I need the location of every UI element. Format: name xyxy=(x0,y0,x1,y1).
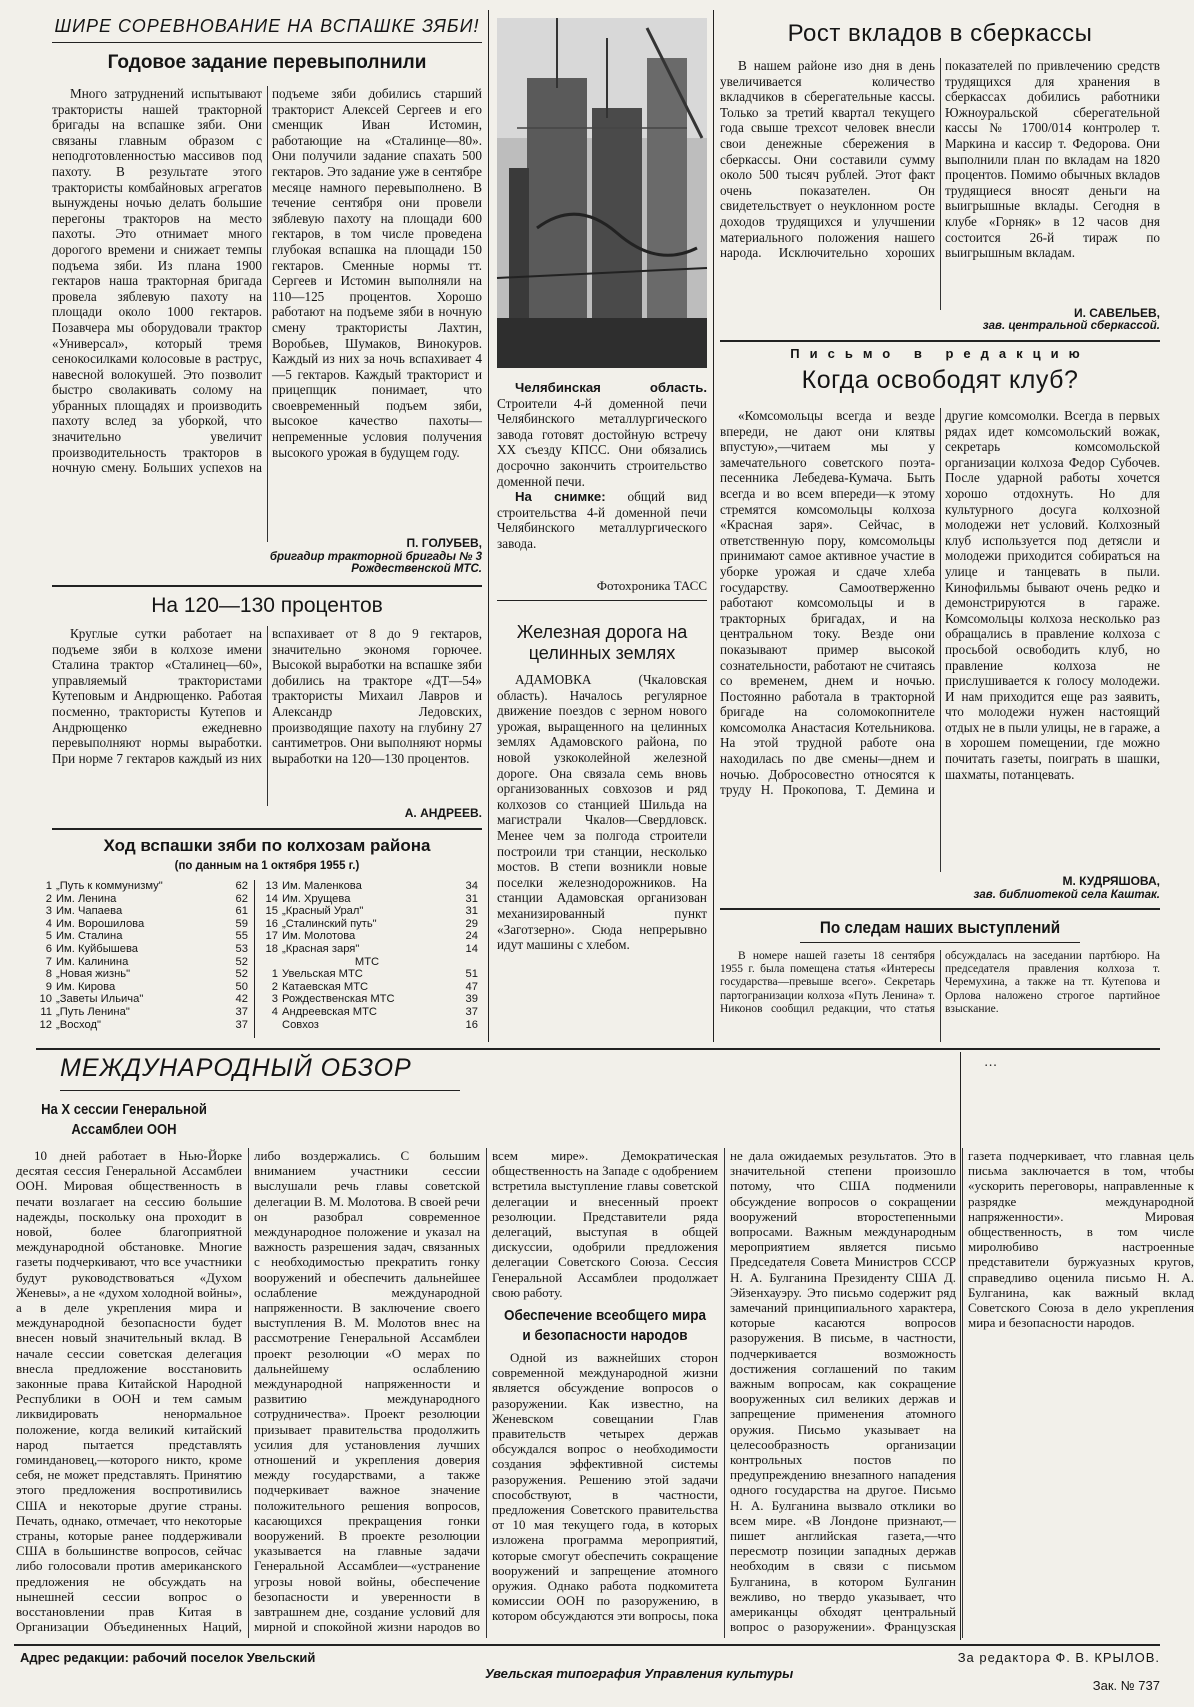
footer-order: Зак. № 737 xyxy=(1092,1678,1160,1693)
table-row-number: 6 xyxy=(45,942,52,955)
table-row-name: „Восход" xyxy=(56,1018,101,1031)
table-row-number: 3 xyxy=(271,993,278,1006)
article-1-text: Много затруднений испытывают трактористы нашей тракторной бригады на вспашке зяби. Они связаны главным образом с неподготовленностью массивов под пахоту. В результате этого трактористы комбайновых агрегатов вынуждены ночью делать большие перегоны тракторов на место пахоты. Это отнимает много дорогого времени и снижает темпы подъема зяби. Из плана 1900 гектаров наша тракторная бригада провела зяблевую пахоту на площади около 1000 гектаров. Позавчера мы оборудовали трактор «Универсал», который тремя сенокосилками колосовые в раструс, навесной волокушей. Это позволит быстро сволакивать солому на убранных площадях и производить пахоту вслед за уборкой, что значительно увеличит производительность тракторов в ночную смену. Больших успехов на подъеме зяби добились старший тракторист Алексей Сергеев и его сменщик Иван Истомин, работающие на «Сталинце—80». Они получили задание спахать 500 гектаров. Это задание уже в сентябре месяце намного перевыполнено. В течение сентября они провели зяблевую пахоту на площади 600 гектаров, в том числе проведена глубокая вспашка на площади 150 гектаров. Сменные нормы тт. Сергеев и Истомин выполняли на 110—125 процентов. Хорошо работают на подъеме зяби в ночную смену трактористы Лахтин, Воробьев, Шумаков, Винокуров. Каждый из них за ночь вспахивает 4—5 гектаров. Каждый тракторист и прицепщик понимает, что своевременный подъем зяби, высокое качество пахоты—непременные условия получения высокого урожая в будущем году. xyxy=(52,86,482,476)
table-row-value: 39 xyxy=(465,993,478,1006)
table-row xyxy=(262,1019,480,1032)
article-4-title: Рост вкладов в сберкассы xyxy=(787,20,1093,47)
table-row-value: 37 xyxy=(235,1005,248,1018)
table-row-value: 61 xyxy=(235,905,248,918)
plowing-table-left xyxy=(36,880,250,1031)
table-row-value: 50 xyxy=(235,980,248,993)
article-1-signature-role: бригадир тракторной бригады № 3 Рождественской МТС. xyxy=(269,551,482,575)
article-1-body xyxy=(52,86,482,542)
table-row xyxy=(262,956,480,969)
blast-furnace-photo xyxy=(497,18,707,368)
table-row-number: 1 xyxy=(45,880,52,892)
letter-signature: М. КУДРЯШОВА, xyxy=(1062,874,1160,888)
table-row-name: Им. Чапаева xyxy=(56,905,123,918)
table-row-name: „Новая жизнь" xyxy=(56,968,131,981)
table-row xyxy=(262,893,480,906)
letter-title: Когда освободят клуб? xyxy=(801,366,1079,394)
article-4-text: В нашем районе изо дня в день увеличивается количество вкладчиков в сберегательные кассы. Только за третий квартал текущего года свыше трехсот человек внесли свои денежные сбережения в сберкассы. Они составили сумму около 500 тысяч рублей. Этот факт очень показателен. Он свидетельствует о неуклонном росте доходов трудящихся и улучшении материального положения нашего народа. Исключительно хороших показателей по привлечению средств трудящихся для хранения в сберкассах добились работники Южноуральской сберегательной кассы № 1700/014 контролер т. Маркина и кассир т. Федорова. Они выполнили план по вкладам на 1820 процентов. Помимо обычных вкладов трудящиеся вносят деньги на выигрышные вклады. Сегодня в клубе «Горняк» в 12 часов дня состоится 26-й тираж по выигрышным вкладам. xyxy=(720,58,1160,261)
article-1-title: Годовое задание перевыполнили xyxy=(107,52,427,73)
letter-body xyxy=(720,408,1160,872)
article-4-signature-role: зав. центральной сберкассой. xyxy=(982,320,1160,332)
table-row-value: 24 xyxy=(465,930,478,943)
table-row-name: Им. Куйбышева xyxy=(56,942,138,955)
table-row-name: „Красная заря" xyxy=(282,942,360,955)
table-row-number: 17 xyxy=(265,930,278,943)
table-row-value xyxy=(454,956,480,969)
table-row-name: Им. Ленина xyxy=(56,892,117,905)
table-row-name: Катаевская МТС xyxy=(282,980,369,993)
table-row xyxy=(262,930,480,943)
photo-caption-label: На снимке: xyxy=(515,489,606,505)
table-row-value: 16 xyxy=(465,1018,478,1031)
table-row-value: 34 xyxy=(465,880,478,892)
article-3-title: Железная дорога на целинных землях xyxy=(516,622,688,663)
table-row-number: 4 xyxy=(45,917,52,930)
table-row xyxy=(36,905,250,918)
review-subtitle-1: На X сессии Генеральной Ассамблеи ООН xyxy=(41,1102,207,1138)
table-row-number: 13 xyxy=(265,880,278,892)
table-row-value: 55 xyxy=(235,930,248,943)
table-row xyxy=(36,930,250,943)
table-row-name: Им. Ворошилова xyxy=(56,917,145,930)
footer-printer: Увельская типография Управления культуры xyxy=(485,1666,794,1681)
review-header: МЕЖДУНАРОДНЫЙ ОБЗОР xyxy=(60,1054,412,1082)
table-row-number xyxy=(262,1019,280,1032)
plowing-table xyxy=(36,880,482,1040)
table-row-name: Им. Кирова xyxy=(56,980,116,993)
photo-caption-text: Строители 4-й доменной печи Челябинского металлургического завода готовят достойную встречу XX съезду КПСС. Они обязались досрочно закончить строительство доменной печи. xyxy=(497,395,707,489)
table-row-name: „Путь к коммунизму" xyxy=(56,880,163,892)
table-row-number: 4 xyxy=(271,1005,278,1018)
photo-caption-lead: Челябинская область. xyxy=(515,380,707,395)
review-subtitle-2: Обеспечение всеобщего мира и безопасности народов xyxy=(503,1307,706,1345)
table-row-number: 16 xyxy=(265,917,278,930)
table-row xyxy=(262,968,480,981)
footer-address: Адрес редакции: рабочий поселок Увельский xyxy=(20,1650,316,1665)
photo-frame xyxy=(497,18,707,368)
table-row xyxy=(36,893,250,906)
table-row-number: 18 xyxy=(265,942,278,955)
table-row-number: 10 xyxy=(39,993,52,1006)
table-row-number: 3 xyxy=(45,905,52,918)
table-row-name: „Сталинский путь" xyxy=(282,917,377,930)
table-row-value: 42 xyxy=(235,993,248,1006)
table-row xyxy=(262,993,480,1006)
table-row-name: Им. Сталина xyxy=(56,930,123,943)
table-row-number: 14 xyxy=(265,892,278,905)
table-row-name: „Путь Ленина" xyxy=(56,1005,130,1018)
table-row-value: 37 xyxy=(465,1005,478,1018)
table-row-number: 2 xyxy=(45,892,52,905)
table-row xyxy=(36,1019,250,1032)
review-body-2 xyxy=(966,1054,1160,1638)
table-row xyxy=(262,918,480,931)
table-row xyxy=(36,1006,250,1019)
review-text-2-end: … xyxy=(984,1054,998,1069)
table-row-number: 7 xyxy=(45,955,52,968)
table-row xyxy=(36,918,250,931)
table-row-number xyxy=(262,956,280,969)
letter-text: «Комсомольцы всегда и везде впереди, не дают они клятвы впустую»,—читаем мы у замечательного советского поэта-песенника Лебедева-Кумача. Быть всегда и во всем впереди—к этому стремятся комсомольцы колхоза «Красная заря». Сейчас, в ответственную пору, комсомольцы принимают самое активное участие в уборке урожая и сдаче хлеба государству. Самоотверженно работают комсомольцы и в тракторных бригадах, и на центральном току. Везде они показывают пример высокой сознательности, работают не считаясь со временем, днем и ночью. Постоянно работала в тракторной бригаде на соломокопнителе комсомолка Анастасия Котельникова. На этой трудной работе она находилась по две смены—днем и ночью. Добросовестно относятся к труду Н. Прокопова, Т. Демина и другие комсомолки. Всегда в первых рядах идет комсомольский вожак, секретарь комсомольской организации колхоза Федор Субочев. После ударной работы хочется хорошо отдохнуть. Но для культурного досуга колхозной молодежи нет условий. Колхозный клуб используется под детясли и молодежи приходится собираться на улице и танцевать в пыли. Кинофильмы бывают очень редко и демонстрируются в гараже. Комсомольцы колхоза несколько раз обращались в правление колхоза с просьбой освободить клуб, но правление колхоза не прислушивается к голосу молодежи. И нам приходится еще раз заявить, что молодежи нужен настоящий отдых не в пыли улицы, не в гараже, а в хорошем помещении, где можно почитать газеты, поиграть в шашки, шахматы, потанцевать. xyxy=(720,408,1160,798)
table-row-name: Им. Маленкова xyxy=(282,880,362,892)
table-row-name: Рождественская МТС xyxy=(282,993,395,1006)
table-row-number: 15 xyxy=(265,905,278,918)
table-row-name: Андреевская МТС xyxy=(282,1005,378,1018)
table-row-value: 62 xyxy=(235,892,248,905)
article-2-title: На 120—130 процентов xyxy=(151,594,383,617)
table-row xyxy=(36,943,250,956)
followup-title: По следам наших выступлений xyxy=(819,918,1061,937)
photo-caption xyxy=(497,380,707,560)
table-row-name: Совхоз xyxy=(282,1018,319,1031)
table-row-number: 9 xyxy=(45,980,52,993)
review-text-2: Одной из важнейших сторон современной международной жизни является обсуждение вопросов о разоружении. Как известно, на Женевском совещании Глав правительств четырех держав обсуждался вопрос о необходимости создания эффективной системы разоружения. Решению этой задачи способствуют, в частности, предложения Советского правительства от 10 мая текущего года, в которых изложена программа мероприятий, которые смогут обеспечить сокращение вооружений и запрещение атомного оружия. Однако работа подкомитета комиссии ООН по разоружению, в котором обсуждаются эти вопросы, пока не дала ожидаемых результатов. Это в значительной степени произошло потому, что США подменили обсуждение вопросов о сокращении вооружений второстепенными вопросами. Важным международным мероприятием является письмо Председателя Совета Министров СССР Н. А. Булганина Президенту США Д. Эйзенхауэру. Это письмо содержит ряд замечаний принципиального характера, которые касаются вопросов разоружения. В письме, в частности, подчеркивается возможность достижения соглашений по таким важным вопросам, как сокращение вооруженных сил великих держав и запрещение применения атомного оружия. Письмо указывает на целесообразность организации контрольных постов по предупреждению внезапного нападения одного государства на другое. Письмо Н. А. Булганина вызвало отклики во всем мире. «В Лондоне признают,—пишет английская газета,—что пересмотр позиции западных держав необходим в связи с письмом Булганина, в котором Булганин вежливо, но твердо указывает, что американцы обходят центральный вопрос о разоружении». Французская газета подчеркивает, что главная цель письма заключается в том, чтобы «ускорить переговоры, направленные к разрядке международной напряженности». Мировая общественность, в том числе миролюбиво настроенные представители буржуазных кругов, справедливо оценила письмо Н. А. Булганина, как важный вклад Советского Союза в дело укрепления мира и безопасности народов. xyxy=(492,1148,1194,1635)
table-row xyxy=(262,905,480,918)
table-row-value: 52 xyxy=(235,968,248,981)
plowing-table-title: Ход вспашки зяби по колхозам района xyxy=(103,836,431,855)
article-2-text: Круглые сутки работает на подъеме зяби в колхозе имени Сталина трактор «Сталинец—60», управляемый трактористами Кутеповым и Андрющенко. Работая посменно, трактористы Кутепов и Андрющенко ежедневно перевыполняют нормы выработки. При норме 7 гектаров каждый из них вспахивает от 8 до 9 гектаров, значительно экономя горючее. Высокой выработки на вспашке зяби добились на тракторе «ДТ—54» трактористы Михаил Лавров и Александр Ледовских, производящие пахоту на глубину 27 сантиметров. Они выполняют нормы выработки на 120—130 процентов. xyxy=(52,626,482,766)
table-row-number: 11 xyxy=(40,1005,52,1018)
table-row-value: 52 xyxy=(235,955,248,968)
photo-caption-text-2: общий вид строительства 4-й доменной печи Челябинского металлургического завода. xyxy=(497,489,707,551)
table-row-value: 37 xyxy=(235,1018,248,1031)
table-row-value: 31 xyxy=(465,892,478,905)
table-row-name: МТС xyxy=(354,955,380,968)
table-row-number: 8 xyxy=(45,968,52,981)
table-row xyxy=(36,956,250,969)
plowing-table-right xyxy=(262,880,480,1031)
table-row-value: 29 xyxy=(465,917,478,930)
table-row-name: Увельская МТС xyxy=(282,968,363,981)
slogan-header: ШИРЕ СОРЕВНОВАНИЕ НА ВСПАШКЕ ЗЯБИ! xyxy=(54,16,480,36)
photo-credit: Фотохроника ТАСС xyxy=(596,578,707,593)
table-row-name: Им. Калинина xyxy=(56,955,129,968)
article-3-body xyxy=(497,672,707,1042)
article-4-body xyxy=(720,58,1160,310)
review-body-1 xyxy=(16,1148,1194,1638)
table-row xyxy=(262,1006,480,1019)
table-row xyxy=(36,968,250,981)
table-row-name: Им. Хрущева xyxy=(282,892,351,905)
table-row-value: 51 xyxy=(465,968,478,981)
table-row-number: 2 xyxy=(271,980,278,993)
review-text-1: 10 дней работает в Нью-Йорке десятая сессия Генеральной Ассамблеи ООН. Мировая общественность в печати возлагает на сессию большие надежды, поскольку она проходит в новой, более благоприятной международной обстановке. Многие газеты подчеркивают, что все участники будут руководствоваться «Духом Женевы», а не «духом холодной войны», а в деле укрепления мира и международной безопасности будет внесен новый значительный вклад. В начале сессии советская делегация внесла предложение восстановить законные права Китайской Народной Республики в ООН и тем самым ликвидировать ненормальное положение, когда великий китайский народ пытается представлять гоминдановец,—которого никто, кроме себя, не может представлять. Принятию этого предложения воспротивились США и некоторые другие страны. Печать, однако, отмечает, что некоторые страны, которые ранее поддерживали США в большинстве вопросов, сейчас либо голосовали против американского предложения не обсуждать на нынешней сессии вопрос о восстановлении прав Китая в Организации Объединенных Наций, либо воздержались. С большим вниманием участники сессии выслушали речь главы советской делегации В. М. Молотова. В своей речи он разобрал современное международное положение и указал на важность разрешения задач, связанных с необходимостью прекратить гонку вооружений и обеспечить дальнейшее ослабление международной напряженности. В заключение своего выступления В. М. Молотов внес на рассмотрение Генеральной Ассамблеи проект резолюции «О мерах по дальнейшему ослаблению международной напряженности и развитию международного сотрудничества». Проект резолюции призывает правительства продолжить усилия для установления лучших отношений и укрепления доверия между государствами, а также подчеркивает важное значение положительного решения вопросов, касающихся прекращения гонки вооружений. В проекте резолюции указывается на главные задачи Генеральной Ассамблеи—«устранение угрозы новой войны, обеспечение безопасности и уверенности в завтрашнем дне, создание условий для мирной и спокойной жизни народов во всем мире». Демократическая общественность на Западе с одобрением встретила выступление главы советской делегации и внесенный проект резолюции. Представители ряда делегаций, выступая в общей дискуссии, одобрили предложения делегации Советского Союза. Сессия Генеральной Ассамблеи продолжает свою работу. xyxy=(16,1148,718,1635)
table-row xyxy=(36,993,250,1006)
table-row xyxy=(262,880,480,893)
table-row-name: Им. Молотова xyxy=(282,930,356,943)
table-row-number: 12 xyxy=(39,1018,52,1031)
table-row-value: 14 xyxy=(465,942,478,955)
letter-kicker: Письмо в редакцию xyxy=(790,346,1090,361)
article-3-text: АДАМОВКА (Чкаловская область). Началось регулярное движение поездов с зерном нового урожая, выращенного на целинных землях Адамовского района, по новой узкоколейной железной дороге. Она связала семь вновь организованных совхозов и ряд колхозов со станцией Шильда на магистрали Чкалов—Свердловск. Менее чем за полгода строители построили три станции, несколько мостов. В степи возникли новые поселки железнодорожников. На станции Адамовская организован механизированный пункт «Заготзерно». Сюда непрерывно идут машины с хлебом. xyxy=(497,672,707,953)
table-row-value: 31 xyxy=(465,905,478,918)
plowing-table-subtitle: (по данным на 1 октября 1955 г.) xyxy=(174,860,360,872)
followup-text: В номере нашей газеты 18 сентября 1955 г. была помещена статья «Интересы государства—превыше всего». Секретарь партогранизации колхоза «Путь Ленина» т. Никонов сообщил редакции, что статья обсуждалась на заседании партбюро. На председателя правления колхоза т. Черемухина, а также на тт. Кутепова и Орлова наложено строгое партийное взыскание. xyxy=(720,950,1160,1015)
table-row-value: 53 xyxy=(235,942,248,955)
table-row xyxy=(36,880,250,893)
table-row-value: 59 xyxy=(235,917,248,930)
table-row-value: 62 xyxy=(235,880,248,892)
footer-editor: За редактора Ф. В. КРЫЛОВ. xyxy=(957,1650,1160,1665)
table-row xyxy=(262,981,480,994)
table-row-name: „Заветы Ильича" xyxy=(56,993,144,1006)
article-2-signature: А. АНДРЕЕВ. xyxy=(404,806,482,820)
table-row-value: 47 xyxy=(465,980,478,993)
table-row xyxy=(262,943,480,956)
table-row xyxy=(36,981,250,994)
table-row-name: „Красный Урал" xyxy=(282,905,364,918)
table-row-number: 5 xyxy=(45,930,52,943)
letter-signature-role: зав. библиотекой села Каштак. xyxy=(973,889,1160,901)
article-2-body xyxy=(52,626,482,806)
followup-body xyxy=(720,950,1160,1042)
table-row-number: 1 xyxy=(271,968,278,981)
article-1-signature: П. ГОЛУБЕВ, xyxy=(406,536,482,550)
article-4-signature: И. САВЕЛЬЕВ, xyxy=(1073,306,1160,320)
